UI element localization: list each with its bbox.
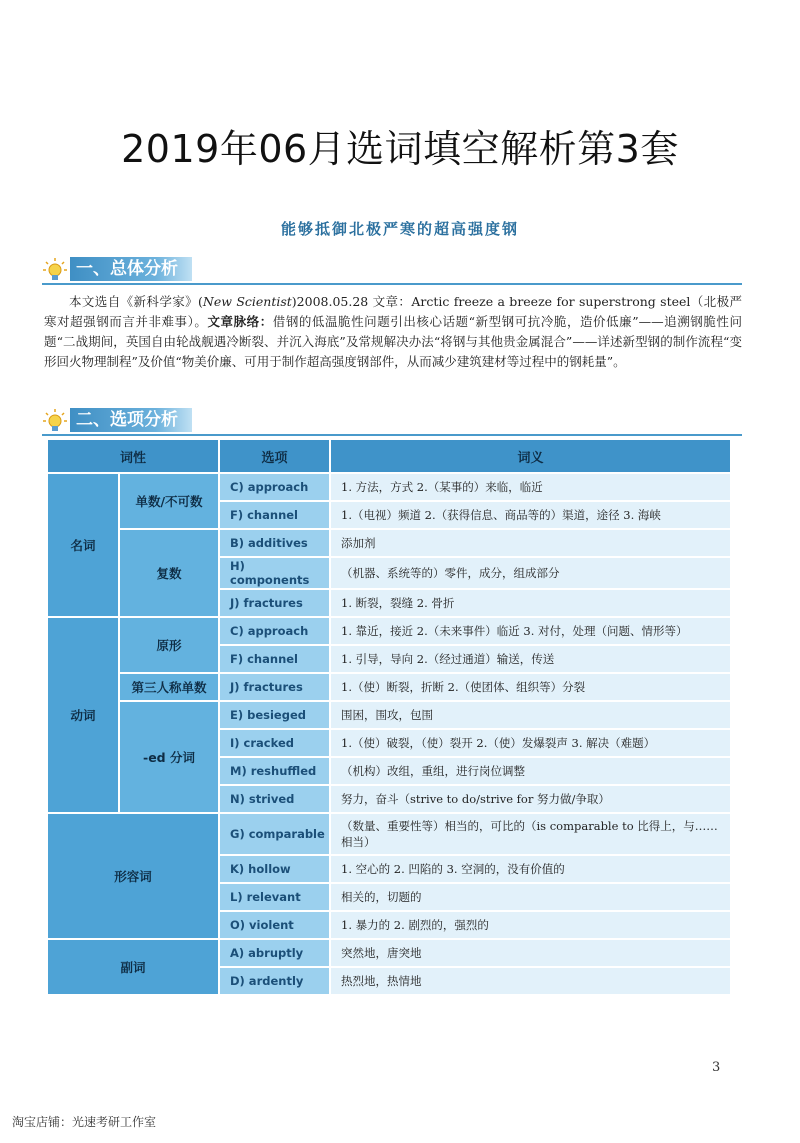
option-cell: G) comparable xyxy=(220,814,329,854)
sub-plural: 复数 xyxy=(120,530,218,616)
page-number: 3 xyxy=(712,1060,721,1075)
option-cell: O) violent xyxy=(220,912,329,938)
meaning-cell: （机器、系统等的）零件，成分，组成部分 xyxy=(331,558,730,588)
pos-verb: 动词 xyxy=(48,618,118,812)
header-option: 选项 xyxy=(220,440,329,472)
section-header-overview xyxy=(42,257,742,285)
pos-noun: 名词 xyxy=(48,474,118,616)
article-title: 能够抵御北极严寒的超高强度钢 xyxy=(280,220,519,238)
sub-third-person: 第三人称单数 xyxy=(120,674,218,700)
pos-adverb: 副词 xyxy=(48,940,218,994)
meaning-cell: 突然地，唐突地 xyxy=(331,940,730,966)
meaning-cell: 1.（使）破裂，（使）裂开 2.（使）发爆裂声 3. 解决（难题） xyxy=(331,730,730,756)
section-label: 二、选项分析 xyxy=(70,408,192,432)
options-table xyxy=(46,438,732,996)
meaning-cell: 努力，奋斗（strive to do/strive for 努力做/争取） xyxy=(331,786,730,812)
table-row xyxy=(48,674,730,700)
table-row xyxy=(48,618,730,644)
table-row xyxy=(48,814,730,854)
meaning-cell: 1. 靠近，接近 2.（未来事件）临近 3. 对付，处理（问题、情形等） xyxy=(331,618,730,644)
sub-ed-participle: -ed 分词 xyxy=(120,702,218,812)
meaning-cell: 1.（使）断裂，折断 2.（使团体、组织等）分裂 xyxy=(331,674,730,700)
option-cell: J) fractures xyxy=(220,674,329,700)
option-cell: E) besieged xyxy=(220,702,329,728)
meaning-cell: 1. 断裂，裂缝 2. 骨折 xyxy=(331,590,730,616)
header-meaning: 词义 xyxy=(331,440,730,472)
table-header-row xyxy=(48,440,730,472)
meaning-cell: 相关的，切题的 xyxy=(331,884,730,910)
meaning-cell: 1. 暴力的 2. 剧烈的，强烈的 xyxy=(331,912,730,938)
summary-text: )2008.05.28 文章：Arctic freeze a breeze for superstrong steel（北极严寒对超强钢而言并非难事）。 xyxy=(44,294,742,329)
meaning-cell: 1.（电视）频道 2.（获得信息、商品等的）渠道，途径 3. 海峡 xyxy=(331,502,730,528)
option-cell: F) channel xyxy=(220,502,329,528)
meaning-cell: （数量、重要性等）相当的，可比的（is comparable to 比得上，与……相当） xyxy=(331,814,730,854)
option-cell: B) additives xyxy=(220,530,329,556)
option-cell: C) approach xyxy=(220,474,329,500)
summary-text: 本文选自《新科学家》( xyxy=(69,294,203,309)
meaning-cell: 1. 方法，方式 2.（某事的）来临，临近 xyxy=(331,474,730,500)
section-label: 一、总体分析 xyxy=(70,257,192,281)
meaning-cell: 围困，围攻，包围 xyxy=(331,702,730,728)
meaning-cell: 添加剂 xyxy=(331,530,730,556)
meaning-cell: 1. 引导，导向 2.（经过通道）输送，传送 xyxy=(331,646,730,672)
meaning-cell: （机构）改组，重组，进行岗位调整 xyxy=(331,758,730,784)
option-cell: K) hollow xyxy=(220,856,329,882)
source-name: New Scientist xyxy=(202,294,292,309)
option-cell: N) strived xyxy=(220,786,329,812)
sub-singular: 单数/不可数 xyxy=(120,474,218,528)
lightbulb-icon xyxy=(42,257,68,283)
outline-label: 文章脉络： xyxy=(207,314,273,329)
option-cell: L) relevant xyxy=(220,884,329,910)
table-row xyxy=(48,530,730,556)
summary-text: 借钢的低温脆性问题引出核心话题“新型钢可抗冷脆，造价低廉”——追溯钢脆性问题“二战期间，英国自由轮战舰遇冷断裂、并沉入海底”及常规解决办法“将钢与其他贵金属混合”——详述新型钢的制作流程“变形回火物理制程”及价值“物美价廉、可用于制作超高强度钢部件，从而减少建筑建材等过程中的钢耗量”。 xyxy=(44,314,742,369)
section-header-options xyxy=(42,408,742,436)
lightbulb-icon xyxy=(42,408,68,434)
summary-paragraph xyxy=(44,292,742,372)
table-row xyxy=(48,940,730,966)
meaning-cell: 1. 空心的 2. 凹陷的 3. 空洞的，没有价值的 xyxy=(331,856,730,882)
table-row xyxy=(48,702,730,728)
option-cell: M) reshuffled xyxy=(220,758,329,784)
option-cell: F) channel xyxy=(220,646,329,672)
option-cell: A) abruptly xyxy=(220,940,329,966)
option-cell: J) fractures xyxy=(220,590,329,616)
meaning-cell: 热烈地，热情地 xyxy=(331,968,730,994)
option-cell: D) ardently xyxy=(220,968,329,994)
sub-base-form: 原形 xyxy=(120,618,218,672)
table-row xyxy=(48,474,730,500)
pos-adjective: 形容词 xyxy=(48,814,218,938)
option-cell: I) cracked xyxy=(220,730,329,756)
option-cell: C) approach xyxy=(220,618,329,644)
footer-shop-label: 淘宝店铺：光速考研工作室 xyxy=(12,1115,157,1129)
header-pos: 词性 xyxy=(48,440,218,472)
page-title: 2019年06月选词填空解析第3套 xyxy=(121,127,679,171)
option-cell: H) components xyxy=(220,558,329,588)
